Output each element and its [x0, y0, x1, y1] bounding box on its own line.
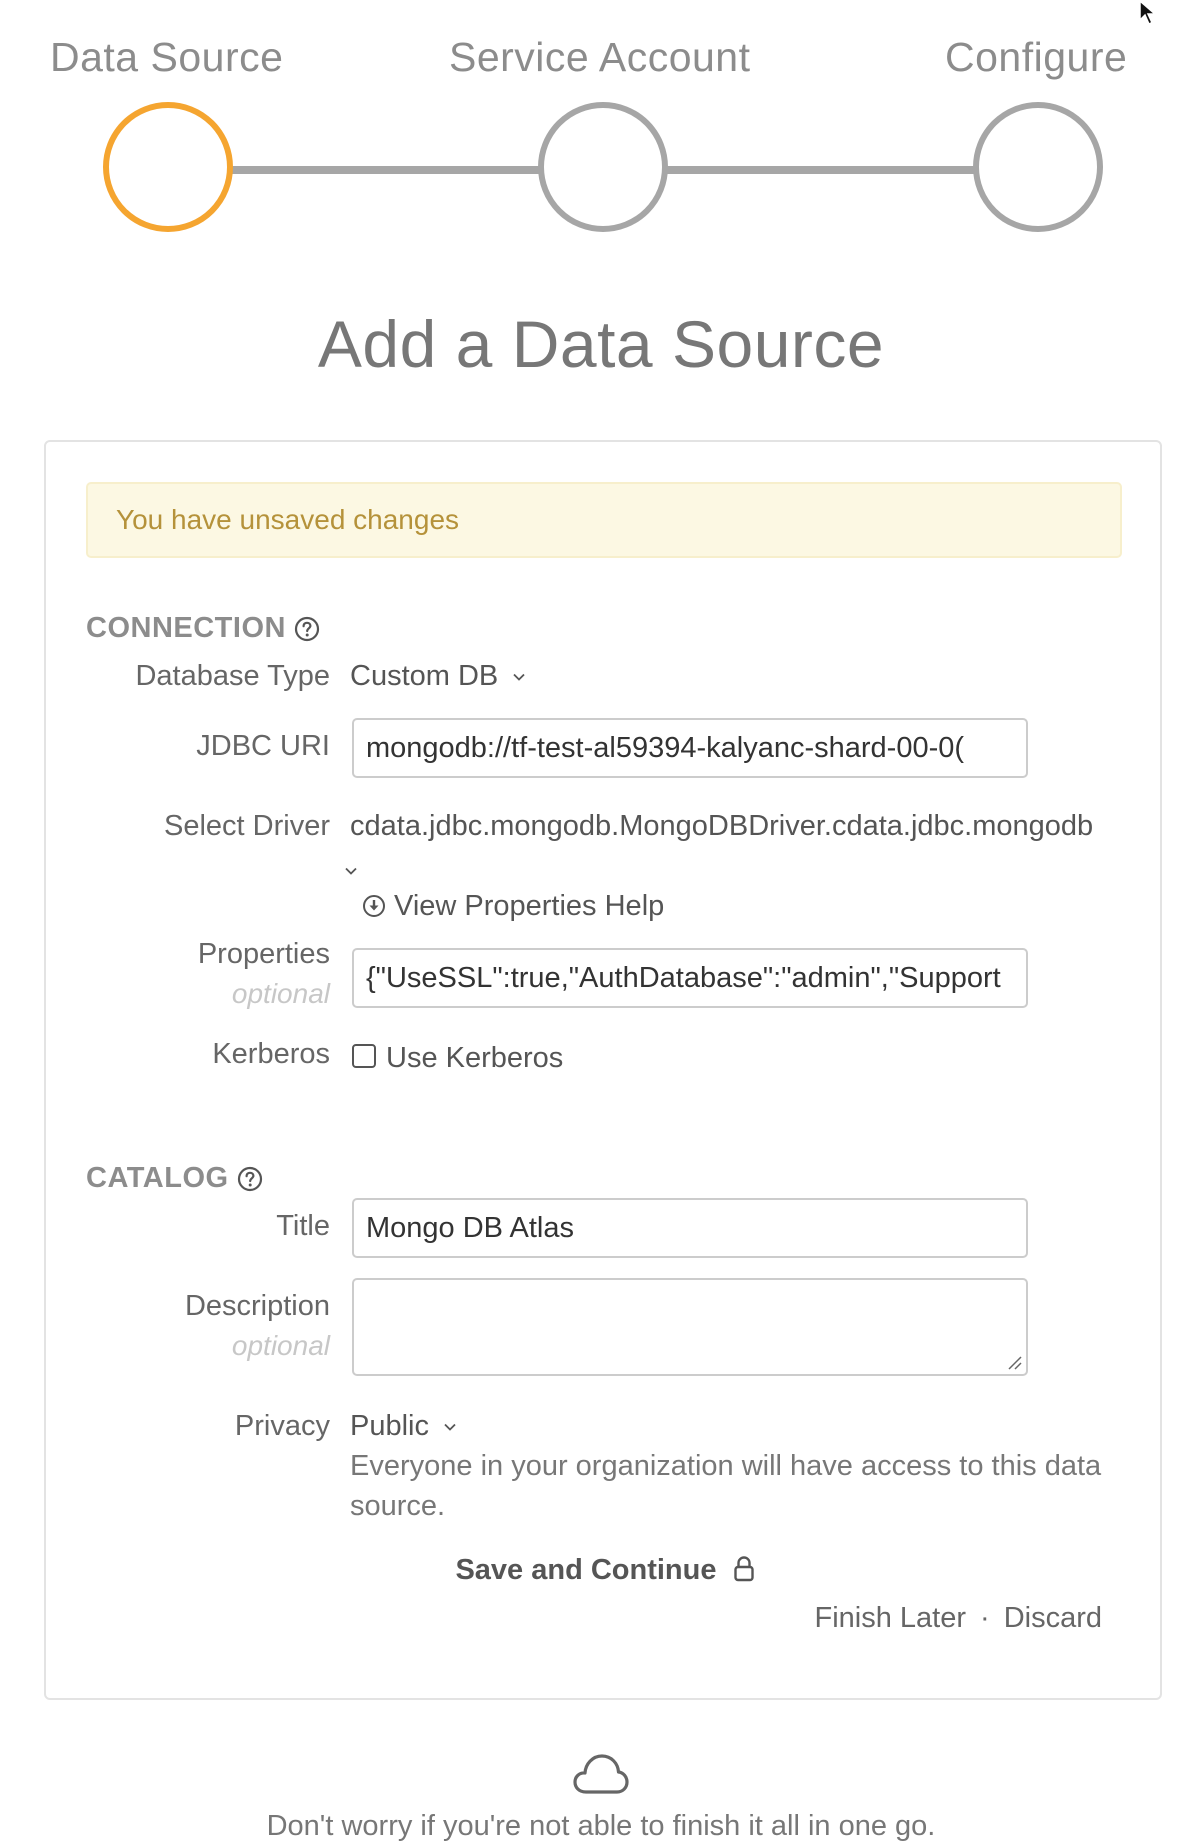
database-type-dropdown[interactable] [350, 660, 526, 693]
step-label-configure: Configure [945, 34, 1128, 80]
catalog-section-title [86, 1162, 263, 1195]
use-kerberos-checkbox[interactable] [352, 1044, 376, 1068]
title-input[interactable]: Mongo DB Atlas [352, 1198, 1028, 1258]
properties-input[interactable]: {"UseSSL":true,"AuthDatabase":"admin","Support [352, 948, 1028, 1008]
select-driver-value[interactable]: cdata.jdbc.mongodb.MongoDBDriver.cdata.jdbc.mongodb [350, 810, 1094, 842]
step-circle-data-source[interactable] [103, 102, 233, 232]
connection-section-label: CONNECTION [86, 612, 286, 644]
step-connector-2 [666, 166, 976, 174]
kerberos-label: Kerberos [212, 1038, 330, 1070]
chevron-down-icon [512, 670, 526, 684]
database-type-label: Database Type [135, 660, 330, 692]
lock-icon [733, 1555, 755, 1583]
select-driver-chevron-down-icon[interactable] [344, 864, 358, 878]
privacy-value: Public [350, 1410, 429, 1442]
chevron-down-icon [443, 1420, 457, 1434]
use-kerberos-label[interactable]: Use Kerberos [386, 1042, 564, 1074]
save-and-continue-label: Save and Continue [455, 1554, 717, 1586]
cloud-icon [572, 1752, 630, 1796]
connection-section-title [86, 612, 320, 645]
data-source-form-card [44, 440, 1162, 1700]
save-and-continue-button[interactable] [46, 1554, 1164, 1587]
step-label-data-source: Data Source [50, 34, 284, 80]
jdbc-uri-input[interactable]: mongodb://tf-test-al59394-kalyanc-shard-00-0( [352, 718, 1028, 778]
page-title: Add a Data Source [317, 307, 885, 381]
view-properties-help-label: View Properties Help [394, 890, 665, 922]
unsaved-changes-alert: You have unsaved changes [86, 482, 1122, 558]
privacy-label: Privacy [234, 1410, 330, 1442]
link-separator: · [980, 1602, 990, 1634]
select-driver-label: Select Driver [164, 810, 330, 842]
resize-handle-icon[interactable] [1006, 1354, 1022, 1370]
discard-link[interactable]: Discard [1003, 1602, 1102, 1634]
description-textarea[interactable] [352, 1278, 1028, 1376]
properties-label: Properties [197, 938, 330, 970]
privacy-dropdown[interactable] [350, 1410, 457, 1443]
step-label-service-account: Service Account [449, 34, 751, 80]
download-circle-icon [362, 894, 386, 918]
wizard-stepper [0, 0, 1202, 260]
properties-optional-hint: optional [231, 978, 330, 1009]
step-connector-1 [230, 166, 540, 174]
database-type-value: Custom DB [350, 660, 499, 692]
description-label: Description [184, 1290, 330, 1322]
step-circle-service-account[interactable] [538, 102, 668, 232]
view-properties-help-link[interactable] [362, 890, 664, 923]
title-label: Title [276, 1210, 330, 1242]
bottom-note: Don't worry if you're not able to finish it all in one go. [266, 1810, 936, 1842]
finish-later-link[interactable]: Finish Later [814, 1602, 967, 1634]
step-circle-configure[interactable] [973, 102, 1103, 232]
privacy-note-line1: Everyone in your organization will have access to this data [350, 1450, 1102, 1482]
catalog-section-label: CATALOG [86, 1162, 229, 1194]
help-circle-icon[interactable] [237, 1166, 263, 1192]
privacy-note-line2: source. [350, 1490, 446, 1522]
mouse-pointer-icon [1138, 0, 1160, 26]
description-optional-hint: optional [231, 1330, 330, 1361]
jdbc-uri-label: JDBC URI [196, 730, 330, 762]
help-circle-icon[interactable] [294, 616, 320, 642]
form-footer-links [815, 1602, 1103, 1635]
